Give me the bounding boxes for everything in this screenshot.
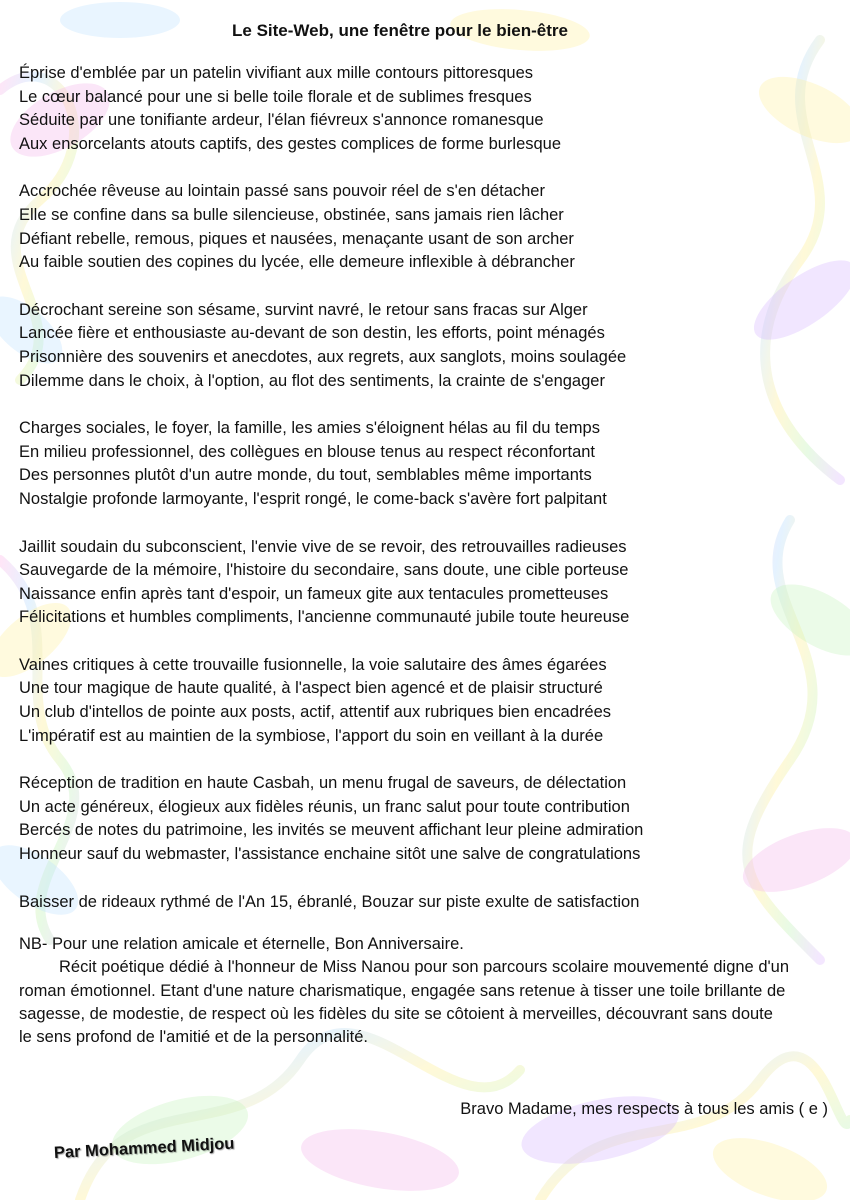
dedication-paragraph: Récit poétique dédié à l'honneur de Miss Nanou pour son parcours scolaire mouvementé digne d'un roman émotionnel. Etant d'une nature charismatique, engagée sans retenue à tisser une toile brillante de sagesse, de modestie, de respect où les fidèles du site se côtoient à merveilles, découvrant sans doute le sens profond de l'amitié et de la personnalité. (19, 958, 789, 1047)
poem-line: Aux ensorcelants atouts captifs, des gestes complices de forme burlesque (19, 134, 562, 153)
poem-line: Félicitations et humbles compliments, l'ancienne communauté jubile toute heureuse (19, 608, 630, 627)
poem-body (19, 62, 819, 938)
poem-line: Une tour magique de haute qualité, à l'aspect bien agencé et de plaisir structuré (19, 679, 603, 698)
stanza (19, 891, 819, 915)
poem-line: Bercés de notes du patrimoine, les invités se meuvent affichant leur pleine admiration (19, 821, 644, 840)
poem-line: Séduite par une tonifiante ardeur, l'élan fiévreux s'annonce romanesque (19, 111, 544, 130)
poem-line: Honneur sauf du webmaster, l'assistance enchaine sitôt une salve de congratulations (19, 845, 641, 864)
poem-line: Au faible soutien des copines du lycée, elle demeure inflexible à débrancher (19, 253, 575, 272)
poem-line: Sauvegarde de la mémoire, l'histoire du secondaire, sans doute, une cible porteuse (19, 561, 629, 580)
poem-line: Défiant rebelle, remous, piques et nausées, menaçante usant de son archer (19, 229, 574, 248)
note-section (19, 933, 789, 1049)
poem-line: Lancée fière et enthousiaste au-devant de son destin, les efforts, point ménagés (19, 324, 605, 343)
stanza (19, 62, 819, 156)
poem-line: Décrochant sereine son sésame, survint navré, le retour sans fracas sur Alger (19, 300, 588, 319)
poem-line: Jaillit soudain du subconscient, l'envie vive de se revoir, des retrouvailles radieuses (19, 537, 627, 556)
poem-line: Nostalgie profonde larmoyante, l'esprit rongé, le come-back s'avère fort palpitant (19, 489, 607, 508)
poem-line: Elle se confine dans sa bulle silencieuse, obstinée, sans jamais rien lâcher (19, 205, 564, 224)
poem-line: Baisser de rideaux rythmé de l'An 15, ébranlé, Bouzar sur piste exulte de satisfaction (19, 892, 640, 911)
closing-line: Bravo Madame, mes respects à tous les amis ( e ) (460, 1100, 828, 1118)
poem-line: Le cœur balancé pour une si belle toile florale et de sublimes fresques (19, 87, 532, 106)
stanza (19, 417, 819, 511)
poem-line: Dilemme dans le choix, à l'option, au flot des sentiments, la crainte de s'engager (19, 371, 605, 390)
poem-line: Prisonnière des souvenirs et anecdotes, aux regrets, aux sanglots, moins soulagée (19, 347, 627, 366)
poem-line: Réception de tradition en haute Casbah, un menu frugal de saveurs, de délectation (19, 774, 627, 793)
poem-line: Un club d'intellos de pointe aux posts, actif, attentif aux rubriques bien encadrées (19, 703, 612, 722)
poem-line: Un acte généreux, élogieux aux fidèles réunis, un franc salut pour toute contribution (19, 797, 630, 816)
stanza (19, 654, 819, 748)
poem-line: Naissance enfin après tant d'espoir, un fameux gite aux tentacules prometteuses (19, 584, 609, 603)
stanza (19, 180, 819, 274)
poem-line: Vaines critiques à cette trouvaille fusionnelle, la voie salutaire des âmes égarées (19, 655, 607, 674)
poem-title: Le Site-Web, une fenêtre pour le bien-être (232, 21, 568, 40)
stanza (19, 299, 819, 393)
poem-line: L'impératif est au maintien de la symbiose, l'apport du soin en veillant à la durée (19, 726, 604, 745)
author-signature: Par Mohammed Midjou (53, 1134, 235, 1162)
poem-line: Éprise d'emblée par un patelin vivifiant aux mille contours pittoresques (19, 64, 534, 82)
note-heading: NB- Pour une relation amicale et éternelle, Bon Anniversaire. (19, 935, 464, 953)
poem-line: Charges sociales, le foyer, la famille, les amies s'éloignent hélas au fil du temps (19, 419, 600, 438)
poem-line: Accrochée rêveuse au lointain passé sans pouvoir réel de s'en détacher (19, 182, 545, 201)
stanza (19, 772, 819, 866)
stanza (19, 536, 819, 630)
poem-line: Des personnes plutôt d'un autre monde, du tout, semblables même importants (19, 466, 592, 485)
poem-line: En milieu professionnel, des collègues en blouse tenus au respect réconfortant (19, 442, 596, 461)
